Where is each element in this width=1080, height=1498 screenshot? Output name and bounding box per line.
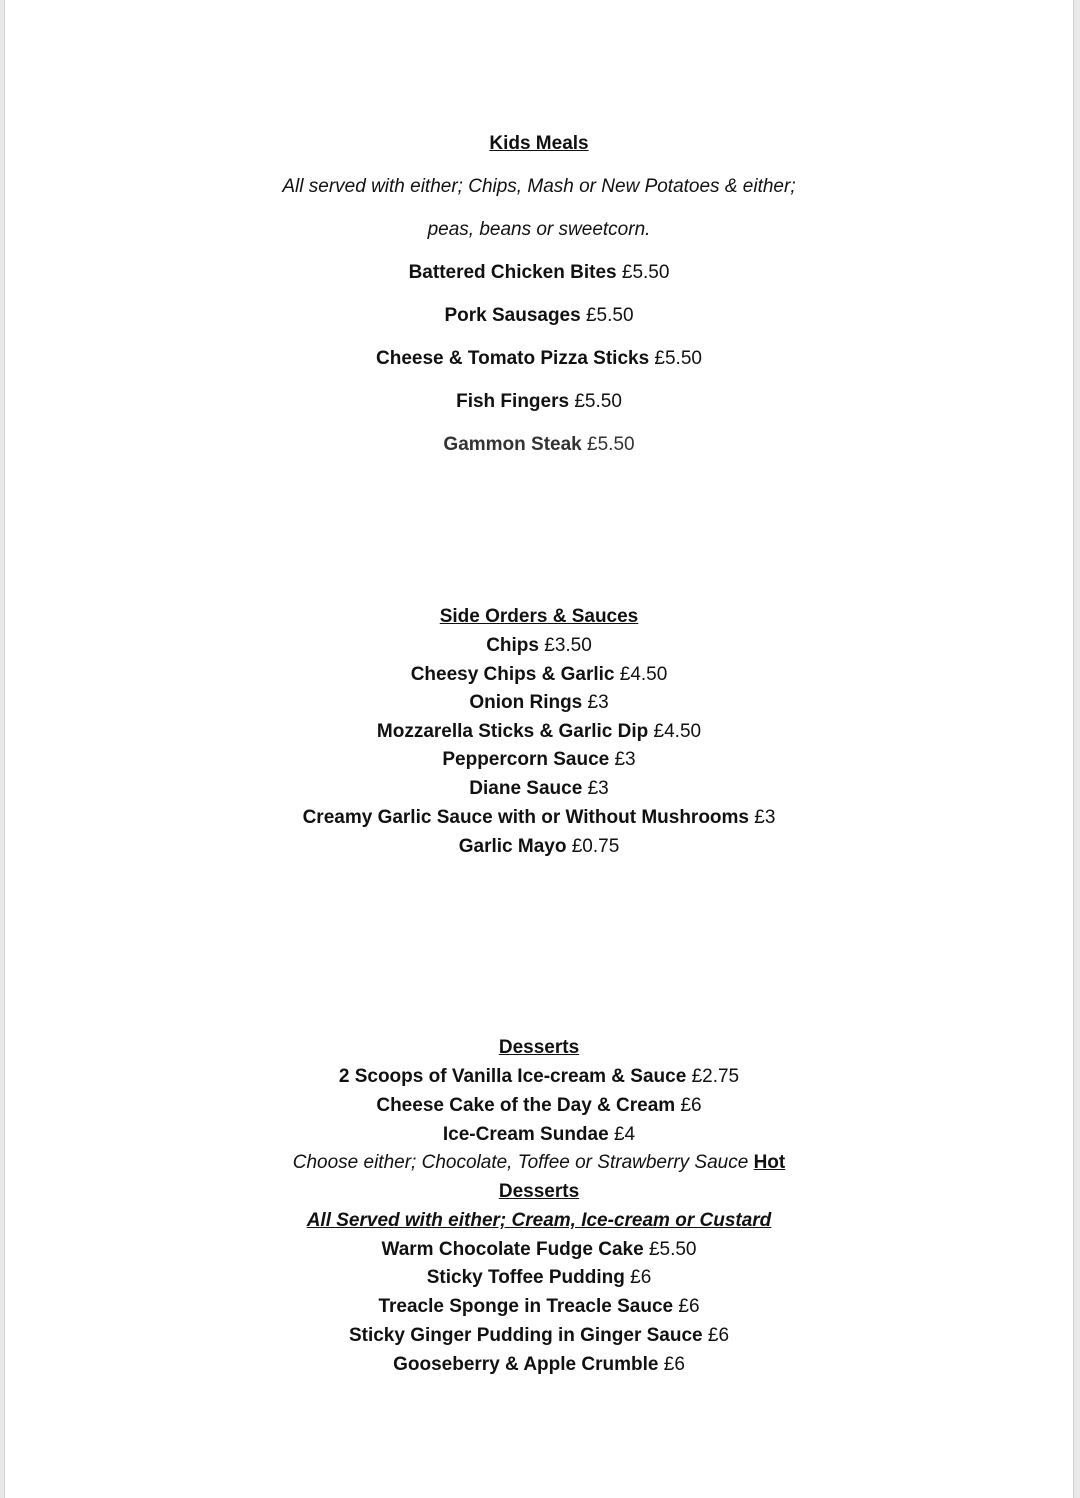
item-name: Sticky Ginger Pudding in Ginger Sauce <box>348 1325 703 1346</box>
menu-item <box>5 748 1073 772</box>
item-name: Peppercorn Sauce <box>442 749 610 770</box>
item-name: Cheese & Tomato Pizza Sticks <box>376 348 650 369</box>
menu-item <box>5 1238 1073 1262</box>
item-price: £3 <box>587 778 609 799</box>
desserts-heading: Desserts <box>498 1037 580 1058</box>
item-name: 2 Scoops of Vanilla Ice-cream & Sauce <box>338 1066 687 1087</box>
hot-label: Hot <box>753 1152 786 1173</box>
kids-meals-heading: Kids Meals <box>489 133 589 154</box>
menu-item <box>5 691 1073 715</box>
side-orders-heading: Side Orders & Sauces <box>439 606 639 627</box>
item-name: Gammon Steak <box>443 434 582 455</box>
item-name: Mozzarella Sticks & Garlic Dip <box>376 721 649 742</box>
item-price: £4 <box>613 1124 636 1145</box>
item-name: Diane Sauce <box>469 778 583 799</box>
item-price: £5.50 <box>587 434 635 455</box>
item-price: £5.50 <box>654 348 702 369</box>
item-name: Sticky Toffee Pudding <box>426 1267 625 1288</box>
menu-item <box>5 1065 1073 1089</box>
kids-meals-note: All served with either; Chips, Mash or New Potatoes & either; <box>282 176 796 197</box>
item-name: Chips <box>486 635 539 656</box>
item-price: £6 <box>663 1354 685 1375</box>
item-name: Cheesy Chips & Garlic <box>410 664 615 685</box>
menu-item <box>5 1353 1073 1377</box>
menu-item <box>5 634 1073 658</box>
menu-item <box>5 806 1073 830</box>
item-name: Onion Rings <box>469 692 583 713</box>
item-price: £3 <box>614 749 636 770</box>
menu-item <box>5 1266 1073 1290</box>
item-price: £2.75 <box>691 1066 740 1087</box>
kids-meals-note-2: peas, beans or sweetcorn. <box>427 219 651 240</box>
item-price: £3.50 <box>544 635 592 656</box>
item-price: £3 <box>754 807 776 828</box>
item-name: Fish Fingers <box>456 391 570 412</box>
item-name: Garlic Mayo <box>458 836 567 857</box>
menu-item <box>5 1295 1073 1319</box>
hot-desserts-note: All Served with either; Cream, Ice-cream or Custard <box>306 1210 772 1231</box>
item-price: £6 <box>678 1296 700 1317</box>
item-price: £5.50 <box>585 305 634 326</box>
item-price: £6 <box>630 1267 652 1288</box>
menu-item <box>5 1123 1073 1147</box>
sundae-note-text: Choose either; Chocolate, Toffee or Strawberry Sauce <box>292 1152 749 1173</box>
menu-item <box>5 433 1073 457</box>
item-price: £6 <box>680 1095 702 1116</box>
item-price: £4.50 <box>653 721 702 742</box>
item-price: £3 <box>587 692 609 713</box>
item-price: £6 <box>707 1325 730 1346</box>
menu-item <box>5 1094 1073 1118</box>
item-price: £4.50 <box>619 664 668 685</box>
item-price: £0.75 <box>571 836 620 857</box>
item-name: Pork Sausages <box>444 305 581 326</box>
menu-item <box>5 835 1073 859</box>
item-name: Warm Chocolate Fudge Cake <box>381 1239 644 1260</box>
item-name: Gooseberry & Apple Crumble <box>393 1354 659 1375</box>
item-name: Cheese Cake of the Day & Cream <box>376 1095 676 1116</box>
item-price: £5.50 <box>621 262 670 283</box>
menu-item <box>5 663 1073 687</box>
menu-item <box>5 304 1073 328</box>
menu-item <box>5 261 1073 285</box>
item-name: Battered Chicken Bites <box>408 262 617 283</box>
menu-item <box>5 720 1073 744</box>
item-name: Treacle Sponge in Treacle Sauce <box>378 1296 674 1317</box>
menu-item <box>5 777 1073 801</box>
sundae-note <box>5 1151 1073 1175</box>
item-price: £5.50 <box>648 1239 697 1260</box>
item-price: £5.50 <box>574 391 622 412</box>
menu-item <box>5 390 1073 414</box>
menu-page <box>4 0 1074 1498</box>
hot-desserts-heading: Desserts <box>498 1181 580 1202</box>
menu-item <box>5 347 1073 371</box>
menu-item <box>5 1324 1073 1348</box>
item-name: Creamy Garlic Sauce with or Without Mushrooms <box>302 807 749 828</box>
item-name: Ice-Cream Sundae <box>442 1124 609 1145</box>
